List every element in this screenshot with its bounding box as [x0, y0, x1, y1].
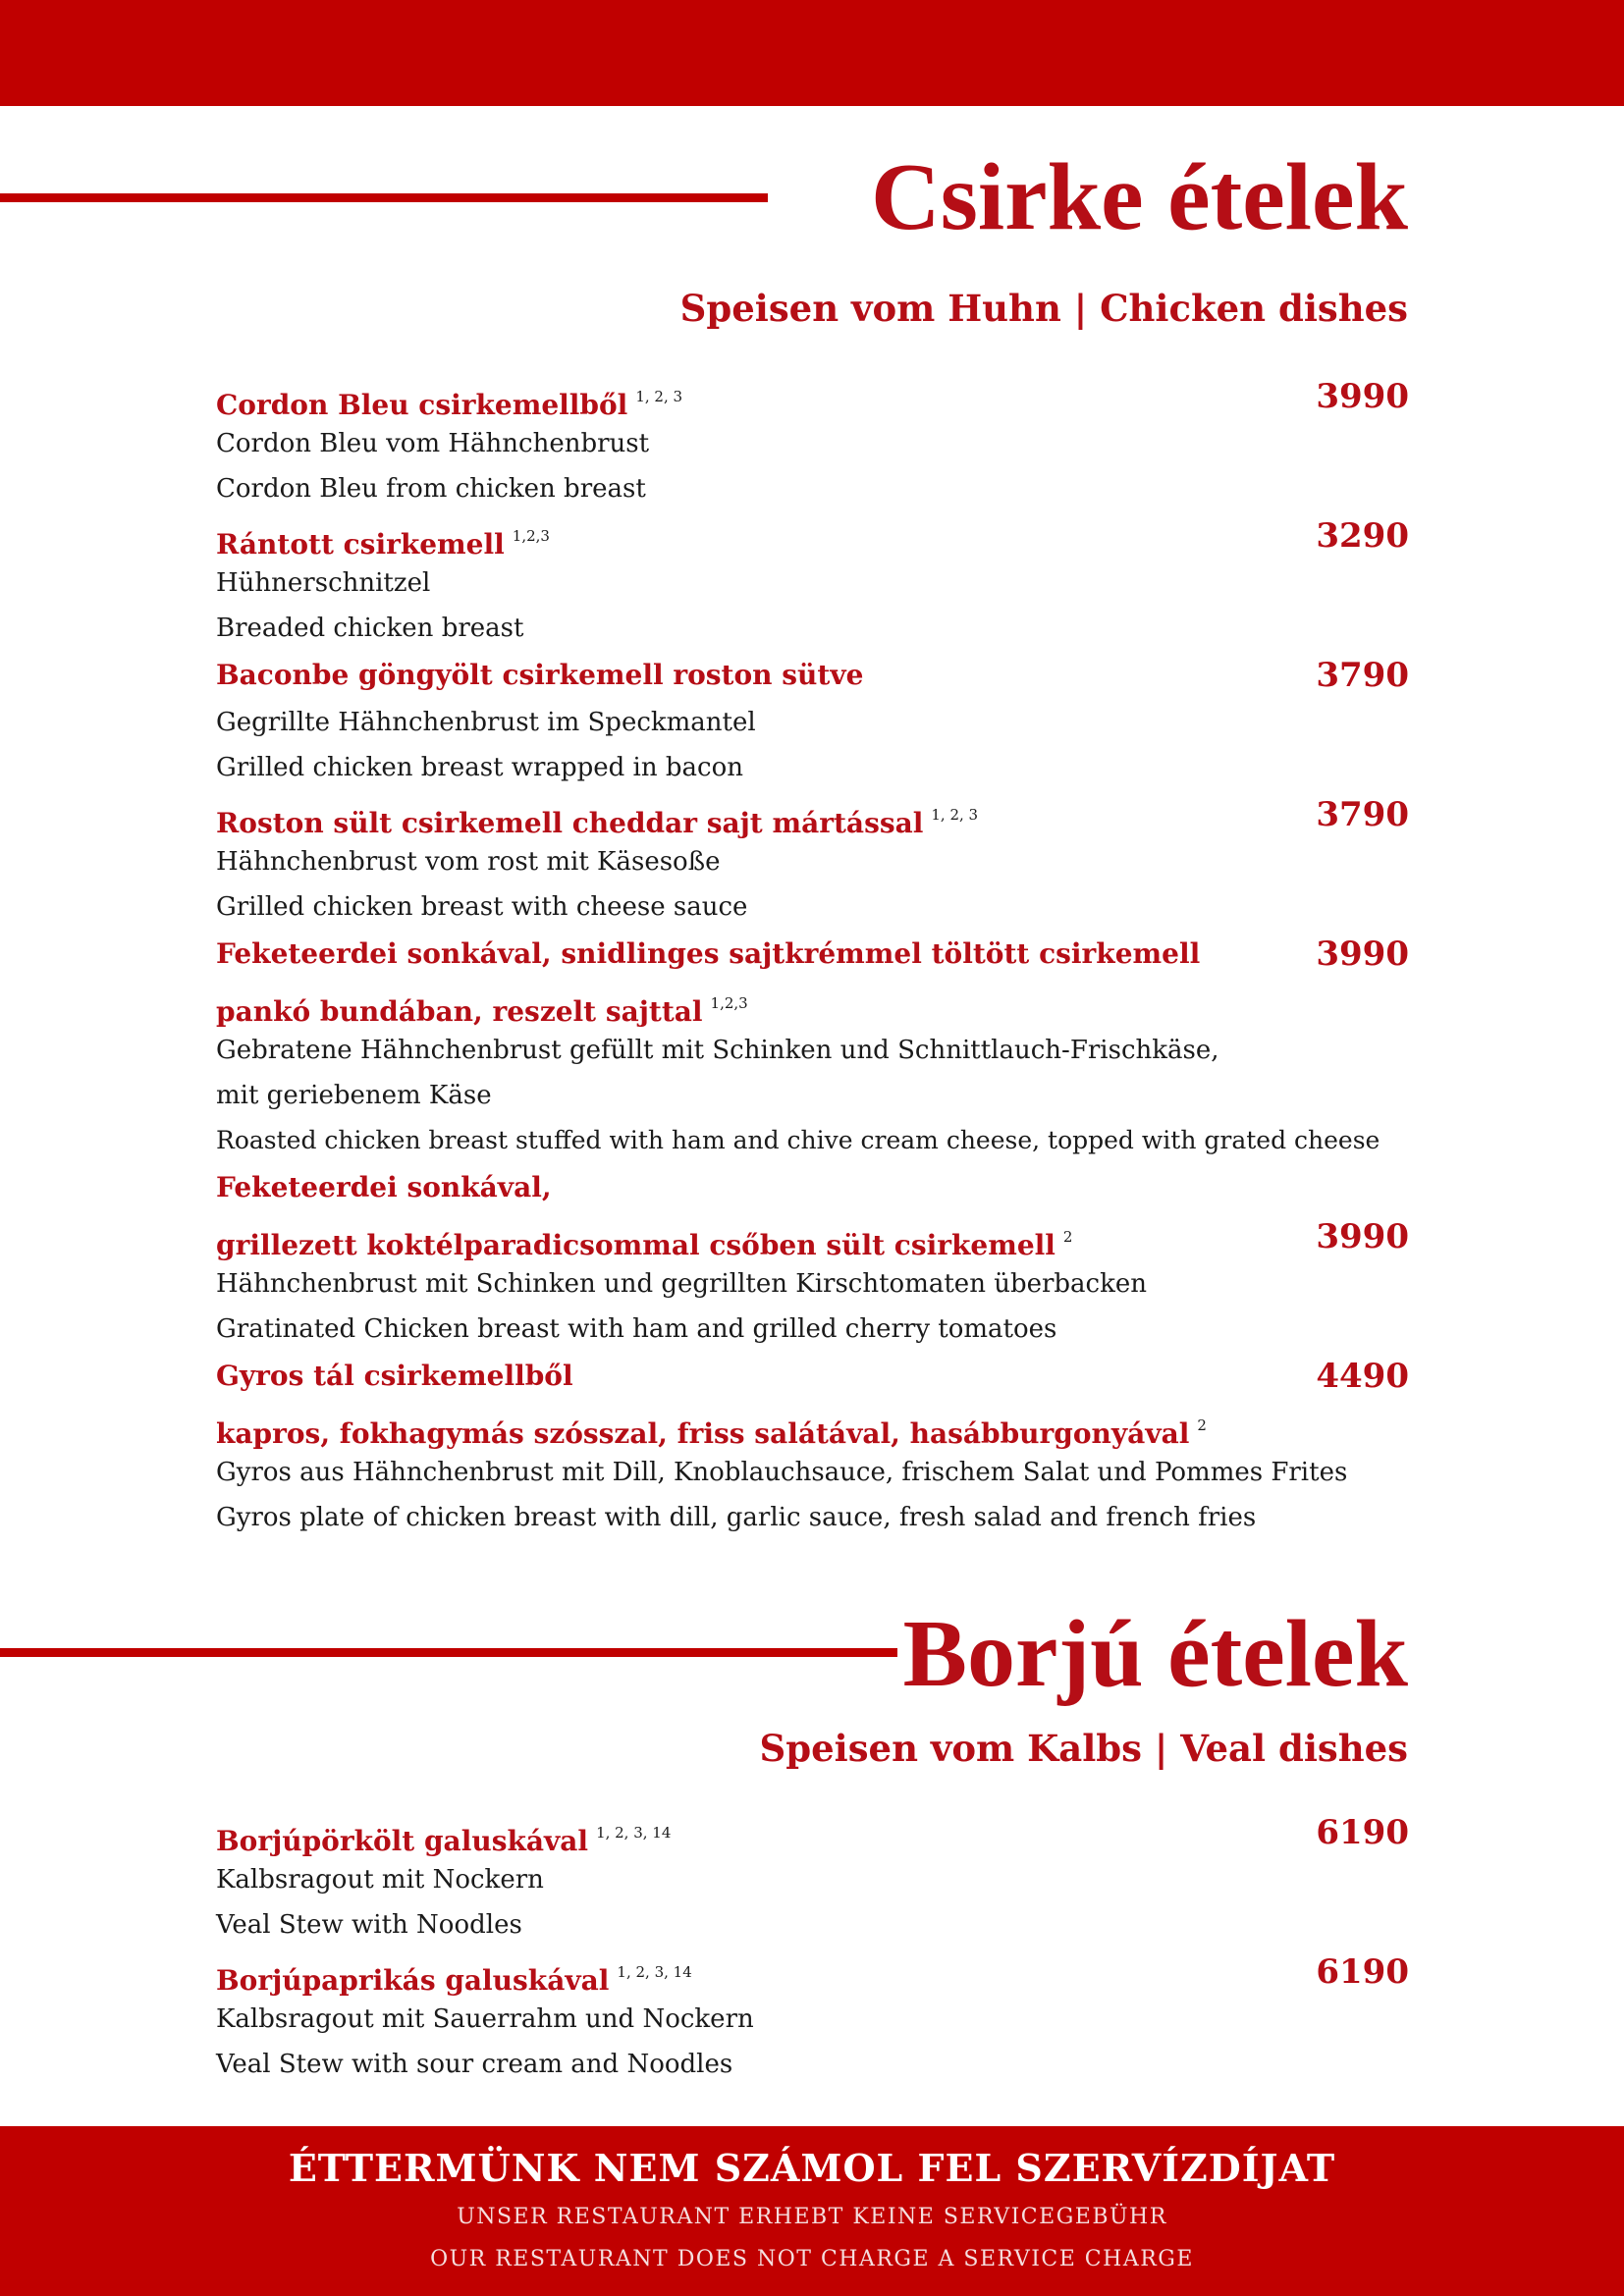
menu-item-german: Kalbsragout mit Nockern [216, 1865, 544, 1895]
allergen-codes: 1, 2, 3 [635, 388, 683, 405]
top-red-band [0, 0, 1624, 106]
menu-item [216, 372, 1409, 511]
menu-item-price: 4490 [1316, 1357, 1409, 1396]
allergen-codes: 1,2,3 [710, 994, 748, 1012]
menu-item-price: 3790 [1316, 656, 1409, 695]
menu-item-english: Breaded chicken breast [216, 614, 524, 643]
menu-item-german: Hühnerschnitzel [216, 568, 431, 598]
menu-item-english: Gyros plate of chicken breast with dill, garlic sauce, fresh salad and french fries [216, 1503, 1257, 1532]
menu-item-name: Rántott csirkemell $^{1,2,3}$ [216, 527, 550, 561]
menu-item-price: 3990 [1316, 1217, 1409, 1256]
menu-item-german: Kalbsragout mit Sauerrahm und Nockern [216, 2004, 754, 2034]
allergen-codes: 1, 2, 3 [931, 806, 979, 824]
menu-item [216, 1352, 1409, 1540]
menu-item-english: Cordon Bleu from chicken breast [216, 474, 646, 504]
footer-notice-english: OUR RESTAURANT DOES NOT CHARGE A SERVICE CHARGE [430, 2247, 1194, 2271]
footer-notice-hungarian: ÉTTERMÜNK NEM SZÁMOL FEL SZERVÍZDÍJAT [288, 2146, 1336, 2190]
menu-item-name: Borjúpaprikás galuskával $^{1, 2, 3, 14}$ [216, 1963, 692, 1997]
menu-item-german: Gyros aus Hähnchenbrust mit Dill, Knoblauchsauce, frischem Salat und Pommes Frites [216, 1458, 1348, 1487]
menu-item [216, 511, 1409, 651]
menu-item [216, 1948, 1409, 2087]
menu-item-german: Gegrillte Hähnchenbrust im Speckmantel [216, 708, 756, 737]
menu-item-english: Gratinated Chicken breast with ham and grilled cherry tomatoes [216, 1314, 1057, 1344]
menu-item-price: 3790 [1316, 795, 1409, 834]
menu-item-german: Cordon Bleu vom Hähnchenbrust [216, 429, 650, 458]
allergen-codes: 2 [1197, 1416, 1207, 1434]
menu-item-name-line2: pankó bundában, reszelt sajttal $^{1,2,3}$ [216, 994, 748, 1028]
menu-item-name: Gyros tál csirkemellből [216, 1360, 573, 1392]
section-divider-line [0, 193, 768, 202]
menu-item-price: 3290 [1316, 516, 1409, 556]
menu-list-chicken [216, 372, 1409, 1540]
menu-item-name: Borjúpörkölt galuskával $^{1, 2, 3, 14}$ [216, 1824, 672, 1857]
menu-item-name: Feketeerdei sonkával, [216, 1171, 552, 1203]
menu-item-english: Veal Stew with Noodles [216, 1910, 522, 1940]
menu-item [216, 1163, 1409, 1352]
allergen-codes: 1, 2, 3, 14 [617, 1963, 692, 1981]
menu-item-german: Hähnchenbrust vom rost mit Käsesoße [216, 847, 721, 877]
menu-item [216, 1808, 1409, 1948]
menu-list-veal [216, 1808, 1409, 2087]
footer-notice-german: UNSER RESTAURANT ERHEBT KEINE SERVICEGEBÜHR [457, 2205, 1167, 2229]
menu-item-english: Grilled chicken breast wrapped in bacon [216, 753, 743, 782]
allergen-codes: 1, 2, 3, 14 [596, 1824, 672, 1842]
menu-item [216, 790, 1409, 930]
section-subtitle-chicken: Speisen vom Huhn | Chicken dishes [679, 287, 1408, 330]
menu-item-name: Cordon Bleu csirkemellből $^{1, 2, 3}$ [216, 388, 683, 421]
menu-item-english: Veal Stew with sour cream and Noodles [216, 2050, 733, 2079]
section-title-chicken: Csirke ételek [871, 144, 1408, 250]
menu-item-price: 6190 [1316, 1813, 1409, 1852]
menu-item-name: Feketeerdei sonkával, snidlinges sajtkrémmel töltött csirkemell [216, 937, 1201, 970]
menu-item-german-line2: mit geriebenem Käse [216, 1081, 492, 1110]
allergen-codes: 1,2,3 [512, 527, 550, 545]
menu-item-name-line2: kapros, fokhagymás szósszal, friss salátával, hasábburgonyával $^2$ [216, 1416, 1207, 1450]
section-subtitle-veal: Speisen vom Kalbs | Veal dishes [759, 1727, 1408, 1770]
menu-item-english: Roasted chicken breast stuffed with ham and chive cream cheese, topped with grated cheese [216, 1126, 1380, 1154]
menu-item-german: Gebratene Hähnchenbrust gefüllt mit Schinken und Schnittlauch-Frischkäse, [216, 1036, 1219, 1065]
menu-item-name: Baconbe göngyölt csirkemell roston sütve [216, 659, 864, 691]
menu-item-price: 3990 [1316, 377, 1409, 416]
menu-item-german: Hähnchenbrust mit Schinken und gegrillten Kirschtomaten überbacken [216, 1269, 1147, 1299]
menu-item-name: Roston sült csirkemell cheddar sajt mártással $^{1, 2, 3}$ [216, 806, 979, 839]
section-title-veal: Borjú ételek [902, 1601, 1408, 1707]
menu-item-english: Grilled chicken breast with cheese sauce [216, 892, 748, 922]
allergen-codes: 2 [1062, 1228, 1073, 1246]
menu-item-name-line2: grillezett koktélparadicsommal csőben sült csirkemell $^2$ [216, 1228, 1073, 1261]
menu-item-price: 3990 [1316, 934, 1409, 974]
menu-item [216, 930, 1409, 1163]
menu-item [216, 651, 1409, 790]
menu-item-price: 6190 [1316, 1952, 1409, 1992]
section-divider-line [0, 1648, 897, 1657]
